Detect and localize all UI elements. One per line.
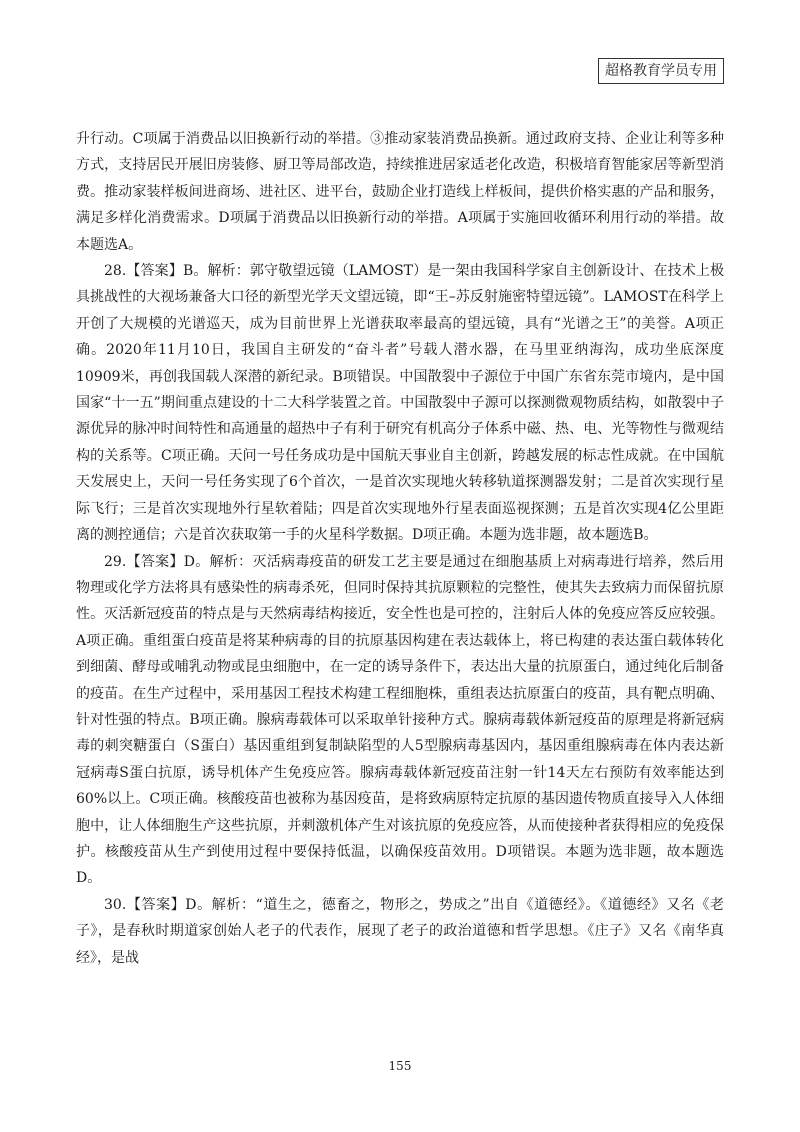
page-number: 155 xyxy=(388,1059,412,1073)
paragraph-q30: 30.【答案】D。解析：“道生之，德畜之，物形之，势成之”出自《道德经》。《道德经》又名《老子》，是春秋时期道家创始人老子的代表作，展现了老子的政治道德和哲学思想。《庄子》又名《南华真经》，是战 xyxy=(76,896,724,966)
paragraph-q28: 28.【答案】B。解析：郭守敬望远镜（LAMOST）是一架由我国科学家自主创新设计、在技术上极具挑战性的大视场兼备大口径的新型光学天文望远镜，即“王–苏反射施密特望远镜”。LAMOST在科学上开创了大规模的光谱巡天，成为目前世界上光谱获取率最高的望远镜，具有“光谱之王”的美誉。A项正确。2020年11月10日，我国自主研发的“奋斗者”号载人潜水器，在马里亚纳海沟，成功坐底深度10909米，再创我国载人深潜的新纪录。B项错误。中国散裂中子源位于中国广东省东莞市境内，是中国国家“十一五”期间重点建设的十二大科学装置之首。中国散裂中子源可以探测微观物质结构，如散裂中子源优异的脉冲时间特性和高通量的超热中子有利于研究有机高分子体系中磁、热、电、光等物性与微观结构的关系等。C项正确。天问一号任务成功是中国航天事业自主创新，跨越发展的标志性成就。在中国航天发展史上，天问一号任务实现了6个首次，一是首次实现地火转移轨道探测器发射；二是首次实现行星际飞行；三是首次实现地外行星软着陆；四是首次实现地外行星表面巡视探测；五是首次实现4亿公里距离的测控通信；六是首次获取第一手的火星科学数据。D项正确。本题为选非题，故本题选B。 xyxy=(76,263,724,544)
paragraph-continuation: 升行动。C项属于消费品以旧换新行动的举措。③推动家装消费品换新。通过政府支持、企业让利等多种方式，支持居民开展旧房装修、厨卫等局部改造，持续推进居家适老化改造，积极培育智能家居等新型消费。推动家装样板间进商场、进社区、进平台，鼓励企业打造线上样板间，提供价格实惠的产品和服务，满足多样化消费需求。D项属于消费品以旧换新行动的举措。A项属于实施回收循环利用行动的举措。故本题选A。 xyxy=(76,131,724,253)
document-body xyxy=(76,126,724,971)
header-stamp: 超格教育学员专用 xyxy=(598,58,724,84)
paragraph-q29: 29.【答案】D。解析：灭活病毒疫苗的研发工艺主要是通过在细胞基质上对病毒进行培养，然后用物理或化学方法将具有感染性的病毒杀死，但同时保持其抗原颗粒的完整性，使其失去致病力而保留抗原性。灭活新冠疫苗的特点是与天然病毒结构接近，安全性也是可控的，注射后人体的免疫应答反应较强。A项正确。重组蛋白疫苗是将某种病毒的目的抗原基因构建在表达载体上，将已构建的表达蛋白载体转化到细菌、酵母或哺乳动物或昆虫细胞中，在一定的诱导条件下，表达出大量的抗原蛋白，通过纯化后制备的疫苗。在生产过程中，采用基因工程技术构建工程细胞株，重组表达抗原蛋白的疫苗，具有靶点明确、针对性强的特点。B项正确。腺病毒载体可以采取单针接种方式。腺病毒载体新冠疫苗的原理是将新冠病毒的刺突糖蛋白（S蛋白）基因重组到复制缺陷型的人5型腺病毒基因内，基因重组腺病毒在体内表达新冠病毒S蛋白抗原，诱导机体产生免疫应答。腺病毒载体新冠疫苗注射一针14天左右预防有效率能达到60%以上。C项正确。核酸疫苗也被称为基因疫苗，是将致病原特定抗原的基因遗传物质直接导入人体细胞中，让人体细胞生产这些抗原，并刺激机体产生对该抗原的免疫应答，从而使接种者获得相应的免疫保护。核酸疫苗从生产到使用过程中要保持低温，以确保疫苗效用。D项错误。本题为选非题，故本题选D。 xyxy=(76,553,724,887)
